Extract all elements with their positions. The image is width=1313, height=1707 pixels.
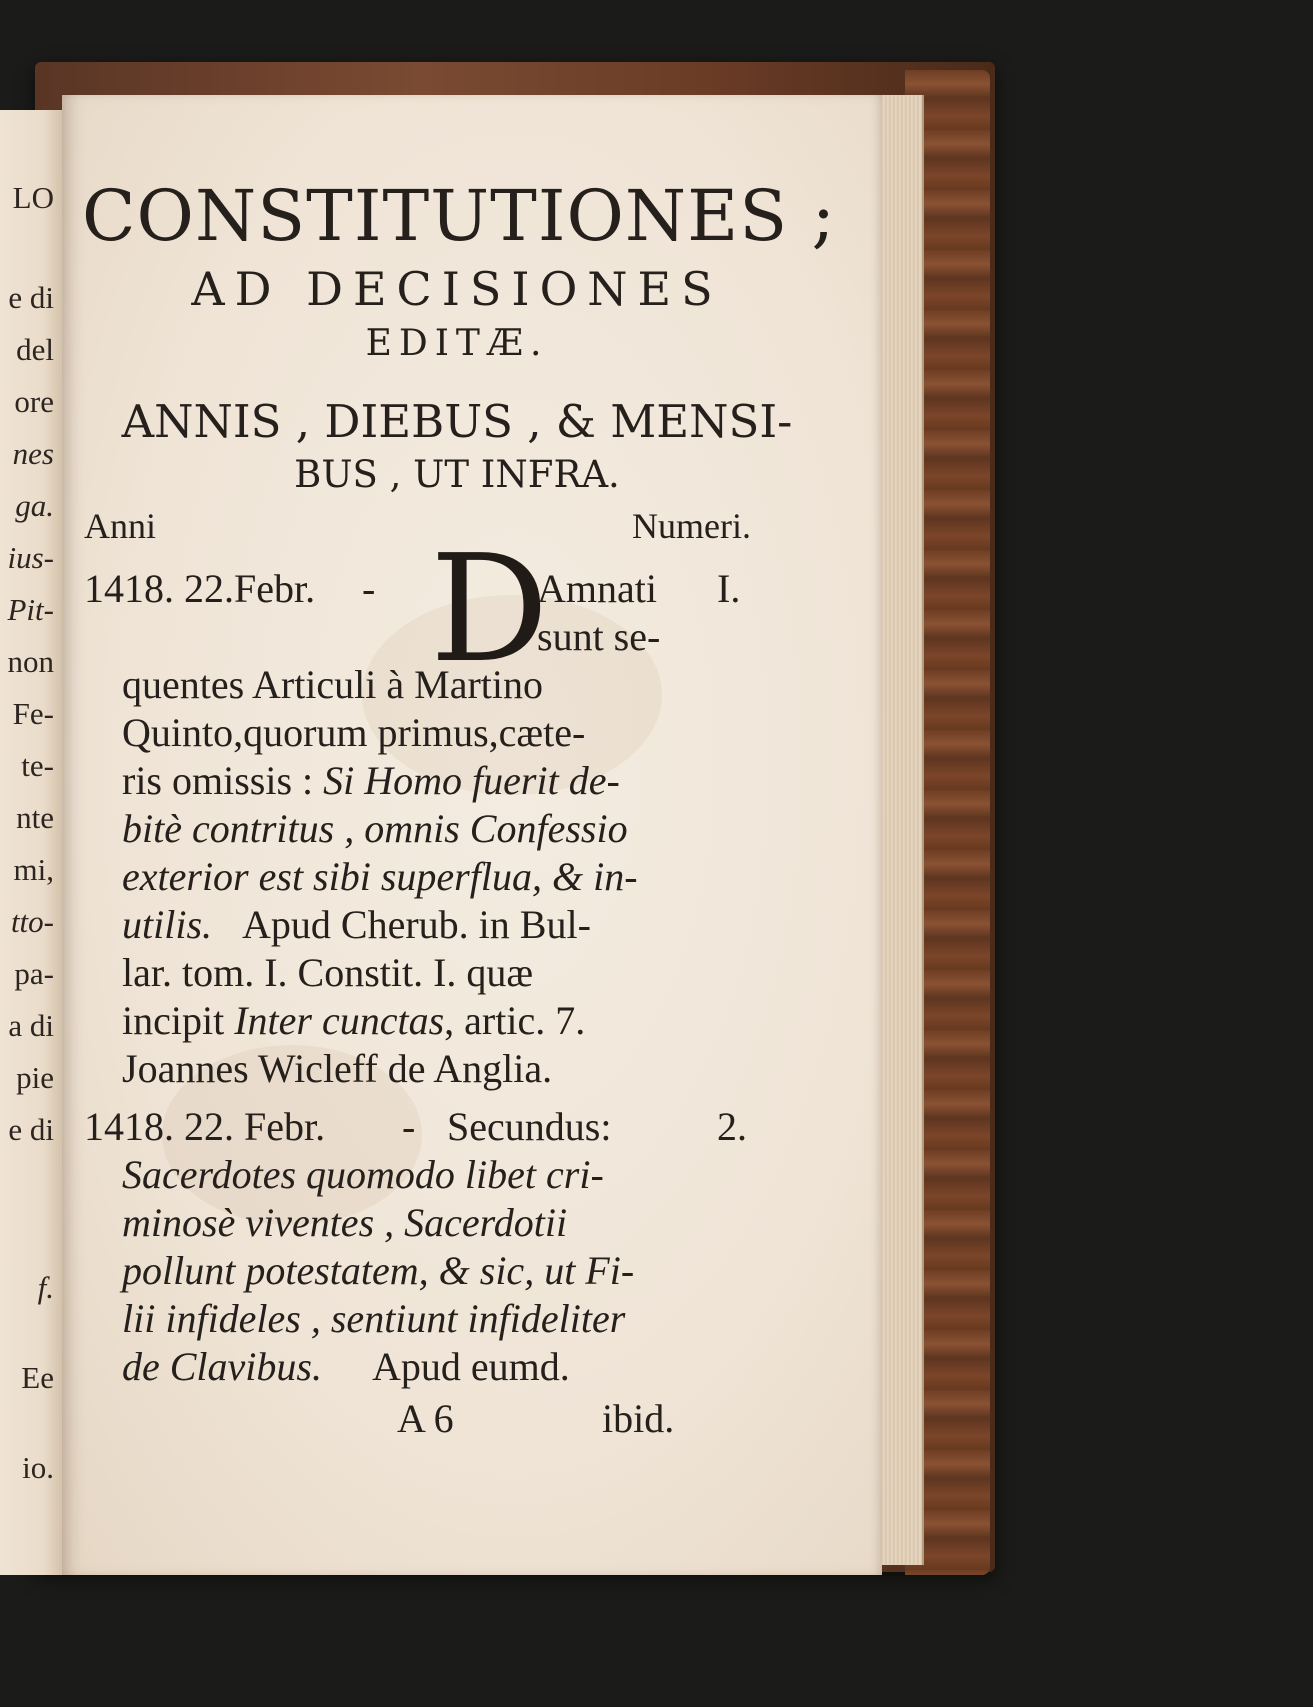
heading-line-2: BUS , UT INFRA.: [294, 453, 620, 496]
left-fragment: ore: [14, 384, 54, 419]
entry-2-dash: -: [402, 1104, 416, 1149]
entry-1-first-word: Amnati: [537, 566, 657, 611]
entry-2-line: pollunt potestatem, & sic, ut Fi-: [122, 1248, 635, 1293]
entry-1-line: [122, 901, 591, 949]
drop-cap: D: [430, 523, 549, 695]
page-subtitle: AD DECISIONES: [191, 262, 723, 316]
left-fragment: Pit-: [7, 592, 54, 627]
entry-1-line: [122, 997, 585, 1045]
entry-1-italic: Si Homo fuerit de-: [323, 758, 620, 803]
page-subtitle-2: EDITÆ.: [365, 323, 549, 364]
left-fragment: io.: [22, 1450, 54, 1485]
entry-1-line: Joannes Wicleff de Anglia.: [122, 1046, 553, 1091]
left-fragment: f.: [37, 1270, 54, 1305]
left-fragment: LO: [12, 180, 54, 215]
entry-2-date: 1418. 22. Febr.: [84, 1104, 326, 1149]
entry-1-text: ris omissis :: [122, 758, 324, 803]
left-fragment: ius-: [7, 540, 54, 575]
left-fragment: tto-: [10, 904, 54, 939]
entry-2-number: 2.: [717, 1104, 747, 1149]
column-header-numbers: Numeri.: [632, 506, 751, 546]
entry-1-line: [122, 757, 620, 805]
entry-2-citation: Apud eumd.: [371, 1344, 570, 1389]
left-fragment: e di: [8, 280, 54, 315]
entry-1-date: 1418. 22.Febr.: [84, 566, 316, 611]
entry-2-italic: de Clavibus.: [122, 1344, 322, 1389]
entry-1-line: bitè contritus , omnis Confessio: [122, 806, 628, 851]
left-fragment: del: [16, 332, 54, 367]
left-fragment: te-: [21, 748, 54, 783]
entry-1-number: I.: [717, 566, 741, 611]
entry-1-citation: Apud Cherub. in Bul-: [242, 902, 591, 947]
left-fragment: nes: [12, 436, 54, 471]
left-fragment: ga.: [15, 488, 54, 523]
entry-2-line: Sacerdotes quomodo libet cri-: [122, 1152, 604, 1197]
catchword: ibid.: [602, 1396, 675, 1441]
left-fragment: pa-: [14, 956, 54, 991]
right-page: [62, 95, 882, 1575]
entry-1-text: , artic. 7.: [444, 998, 586, 1043]
heading-line-1: ANNIS , DIEBUS , & MENSI-: [121, 395, 793, 448]
left-fragment: nte: [16, 800, 54, 835]
left-fragment: mi,: [13, 852, 54, 887]
entry-2-line: minosè viventes , Sacerdotii: [122, 1200, 568, 1245]
column-header-years: Anni: [84, 506, 156, 546]
entry-2-line: [122, 1343, 570, 1391]
page-title: CONSTITUTIONES ;: [82, 175, 837, 257]
left-fragment: e di: [8, 1112, 54, 1147]
entry-1-line: sunt se-: [537, 614, 661, 659]
entry-1-dash: -: [362, 566, 376, 611]
entry-1-italic: utilis.: [122, 902, 213, 947]
signature-mark: A 6: [397, 1396, 454, 1441]
entry-1-italic: Inter cunctas: [234, 998, 445, 1043]
left-fragment: Fe-: [12, 696, 54, 731]
entry-1-line: quentes Articuli à Martino: [122, 662, 544, 707]
left-page: [0, 110, 62, 1575]
left-fragment: non: [7, 644, 54, 679]
left-fragment: a di: [8, 1008, 54, 1043]
left-fragment: Ee: [21, 1360, 54, 1395]
entry-1-line: exterior est sibi superflua, & in-: [122, 854, 638, 899]
entry-2-line: lii infideles , sentiunt infideliter: [122, 1296, 626, 1341]
left-fragment: pie: [16, 1060, 54, 1095]
entry-1-line: Quinto,quorum primus,cæte-: [122, 710, 586, 755]
entry-2-lead: Secundus:: [447, 1104, 612, 1149]
entry-1-text: incipit: [122, 998, 235, 1043]
entry-1-line: lar. tom. I. Constit. I. quæ: [122, 950, 534, 995]
